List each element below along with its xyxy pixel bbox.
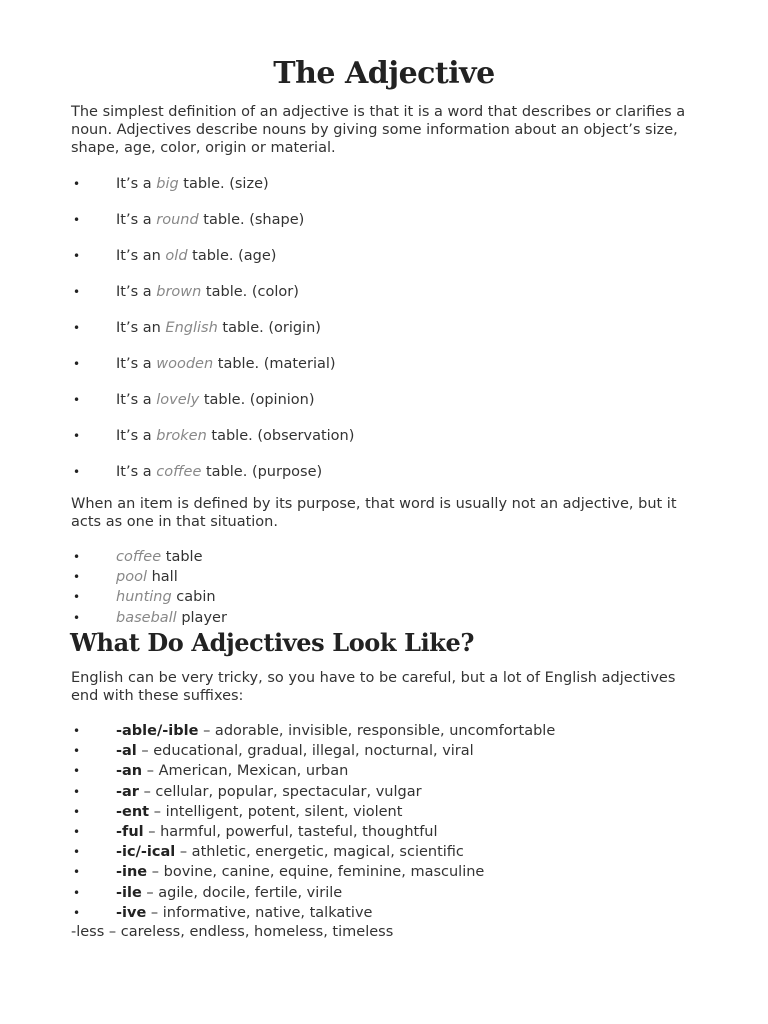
example-suffix: table. (origin): [217, 320, 321, 336]
bullet-icon: •: [73, 393, 81, 407]
example-prefix: It’s a: [116, 428, 157, 444]
suffix-list: [71, 722, 711, 924]
bullet-icon: •: [73, 865, 81, 880]
list-item-text: [116, 247, 276, 265]
purpose-noun: player: [176, 609, 227, 626]
purpose-examples-list: [71, 548, 711, 629]
list-item: [71, 568, 711, 588]
list-item: [71, 175, 711, 211]
suffix-intro-paragraph: English can be very tricky, so you have to be careful, but a lot of English adjectives end with these suffixes:: [71, 670, 676, 704]
suffix-words: – American, Mexican, urban: [142, 763, 349, 780]
suffix-name: -ar: [116, 783, 139, 800]
list-item: [71, 843, 711, 863]
example-adjective: brown: [156, 284, 202, 300]
example-adjective: lovely: [156, 392, 200, 408]
list-item-text: [116, 863, 484, 881]
example-suffix: table. (observation): [206, 428, 355, 444]
list-item: [71, 548, 711, 568]
example-adjective: English: [165, 320, 218, 336]
bullet-icon: •: [73, 724, 81, 738]
purpose-noun: cabin: [171, 589, 216, 606]
suffix-name: -ile: [116, 884, 142, 901]
list-item: [71, 904, 711, 924]
example-adjective: round: [156, 212, 199, 228]
example-prefix: It’s a: [116, 212, 157, 228]
example-suffix: table. (shape): [198, 212, 305, 228]
list-item: [71, 427, 711, 463]
last-suffix-line: -less – careless, endless, homeless, timeless: [71, 924, 394, 940]
purpose-paragraph: When an item is defined by its purpose, that word is usually not an adjective, but it acts as one in that situation.: [71, 496, 677, 530]
suffix-name: -ful: [116, 823, 144, 840]
bullet-icon: •: [73, 357, 81, 371]
suffix-name: -ine: [116, 864, 148, 881]
list-item: [71, 863, 711, 883]
list-item-text: [116, 391, 315, 409]
purpose-adjective: coffee: [116, 549, 162, 565]
intro-paragraph: The simplest definition of an adjective is that it is a word that describes or clarifies a noun. Adjectives describe nouns by giving some information about an object’s size, shape, age, color, origin or material.: [71, 104, 686, 156]
example-prefix: It’s a: [116, 392, 157, 408]
bullet-icon: •: [73, 429, 81, 443]
list-item-text: [116, 823, 438, 841]
suffix-words: – harmful, powerful, tasteful, thoughtful: [143, 823, 438, 840]
example-adjective: coffee: [156, 464, 202, 480]
bullet-icon: •: [73, 764, 81, 779]
purpose-adjective: hunting: [116, 589, 172, 606]
list-item: [71, 211, 711, 247]
list-item-text: [116, 548, 203, 566]
bullet-icon: •: [73, 465, 81, 479]
list-item: [71, 391, 711, 427]
bullet-icon: •: [73, 845, 81, 860]
purpose-adjective: baseball: [116, 609, 177, 626]
list-item-text: [116, 722, 555, 740]
list-item-text: [116, 904, 372, 922]
list-item: [71, 283, 711, 319]
suffix-words: – athletic, energetic, magical, scientific: [175, 844, 464, 861]
list-item-text: [116, 588, 216, 606]
list-item-text: [116, 283, 299, 301]
bullet-icon: •: [73, 610, 81, 625]
list-item-text: [116, 319, 321, 337]
example-suffix: table. (purpose): [201, 464, 323, 480]
suffix-name: -ic/-ical: [116, 844, 176, 861]
list-item-text: [116, 427, 354, 445]
suffix-words: – informative, native, talkative: [146, 904, 373, 921]
bullet-icon: •: [73, 804, 81, 819]
example-adjective: big: [156, 176, 179, 192]
list-item-text: [116, 355, 336, 373]
suffix-words: – cellular, popular, spectacular, vulgar: [138, 783, 422, 800]
bullet-icon: •: [73, 570, 81, 585]
example-prefix: It’s an: [116, 248, 166, 264]
list-item-text: [116, 175, 269, 193]
example-suffix: table. (opinion): [199, 392, 315, 408]
list-item: [71, 588, 711, 608]
list-item: [71, 355, 711, 391]
list-item: [71, 783, 711, 803]
suffix-words: – agile, docile, fertile, virile: [141, 884, 343, 901]
example-adjective: wooden: [156, 356, 214, 372]
suffix-words: – educational, gradual, illegal, nocturnal, viral: [136, 743, 474, 760]
list-item-text: [116, 884, 342, 902]
list-item: [71, 319, 711, 355]
bullet-icon: •: [73, 905, 81, 920]
purpose-adjective: pool: [116, 569, 147, 586]
suffix-name: -ent: [116, 803, 150, 820]
bullet-icon: •: [73, 550, 81, 564]
list-item: [71, 742, 711, 762]
list-item-text: [116, 211, 304, 229]
bullet-icon: •: [73, 249, 81, 263]
list-item-text: [116, 742, 474, 760]
list-item: [71, 463, 711, 499]
list-item: [71, 722, 711, 742]
example-prefix: It’s a: [116, 176, 157, 192]
list-item: [71, 803, 711, 823]
example-suffix: table. (color): [201, 284, 299, 300]
list-item-text: [116, 609, 227, 627]
list-item-text: [116, 463, 322, 481]
example-prefix: It’s a: [116, 464, 157, 480]
list-item-text: [116, 783, 422, 801]
purpose-noun: table: [161, 549, 203, 565]
purpose-noun: hall: [146, 569, 178, 586]
list-item: [71, 609, 711, 629]
list-item: [71, 884, 711, 904]
list-item-text: [116, 803, 402, 821]
example-suffix: table. (age): [187, 248, 277, 264]
suffix-name: -ive: [116, 904, 147, 921]
list-item: [71, 823, 711, 843]
bullet-icon: •: [73, 824, 81, 839]
list-item-text: [116, 762, 348, 780]
suffix-name: -able/-ible: [116, 723, 199, 739]
example-prefix: It’s a: [116, 284, 157, 300]
bullet-icon: •: [73, 177, 81, 191]
examples-list: [71, 175, 711, 499]
section-heading: What Do Adjectives Look Like?: [70, 628, 475, 657]
example-adjective: old: [165, 248, 188, 264]
example-prefix: It’s an: [116, 320, 166, 336]
suffix-words: – adorable, invisible, responsible, uncomfortable: [198, 723, 556, 739]
list-item: [71, 247, 711, 283]
example-prefix: It’s a: [116, 356, 157, 372]
page-title: The Adjective: [273, 56, 495, 91]
suffix-name: -an: [116, 763, 143, 780]
list-item-text: [116, 843, 464, 861]
suffix-words: – bovine, canine, equine, feminine, masculine: [147, 864, 485, 881]
example-suffix: table. (size): [178, 176, 269, 192]
bullet-icon: •: [73, 885, 81, 900]
suffix-words: – intelligent, potent, silent, violent: [149, 803, 403, 820]
list-item-text: [116, 568, 178, 586]
bullet-icon: •: [73, 321, 81, 335]
bullet-icon: •: [73, 590, 81, 605]
bullet-icon: •: [73, 285, 81, 299]
example-adjective: broken: [156, 428, 207, 444]
bullet-icon: •: [73, 744, 81, 759]
bullet-icon: •: [73, 784, 81, 799]
list-item: [71, 762, 711, 782]
bullet-icon: •: [73, 213, 81, 227]
example-suffix: table. (material): [213, 356, 336, 372]
suffix-name: -al: [116, 743, 137, 760]
